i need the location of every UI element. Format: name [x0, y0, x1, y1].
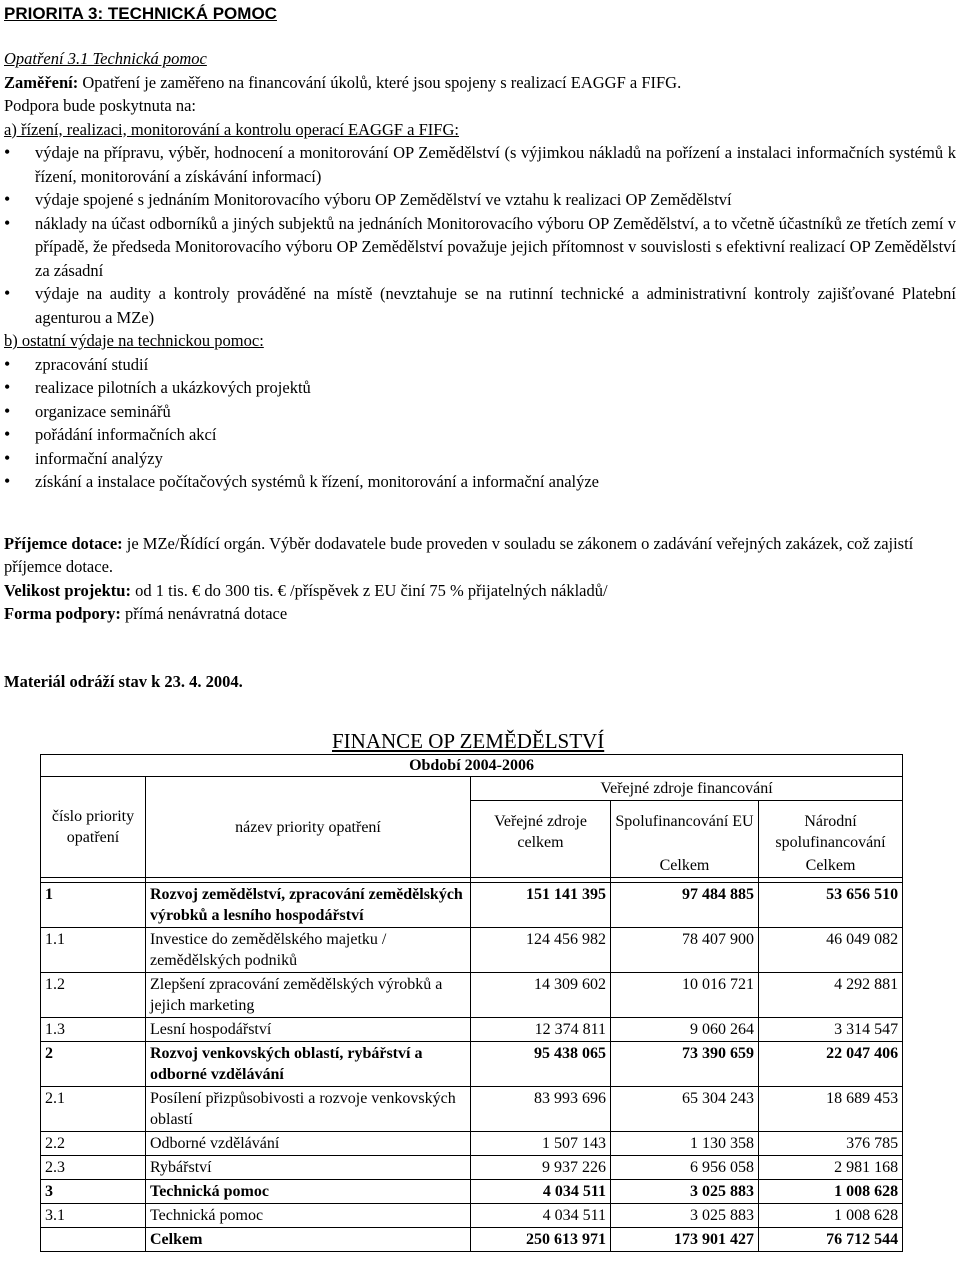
table-row — [41, 1018, 903, 1042]
priority-number-cell: 1 — [41, 883, 146, 928]
col-name-label: název priority opatření — [235, 818, 381, 836]
recipient-text: je MZe/Řídící orgán. Výběr dodavatele bude proveden v souladu se zákonem o zadávání veřejných zakázek, což zajistí příjemce dotace. — [4, 533, 914, 576]
list-item: • výdaje na audity a kontroly prováděné na místě (nevztahuje se na rutinní technické a administrativní kontroly zajišťované Platební agenturou a MZe) — [4, 282, 956, 329]
size-paragraph — [4, 579, 956, 603]
form-label: Forma podpory: — [4, 604, 121, 623]
list-item: • organizace seminářů — [4, 400, 956, 424]
measure-title: Opatření 3.1 Technická pomoc — [4, 49, 207, 68]
public-total-cell: 151 141 395 — [471, 883, 611, 928]
public-total-cell: 1 507 143 — [471, 1132, 611, 1156]
priority-number-cell: 3 — [41, 1180, 146, 1204]
document-page — [4, 2, 956, 693]
priority-number-cell: 1.2 — [41, 973, 146, 1018]
list-item: • zpracování studií — [4, 353, 956, 377]
public-total-cell: 83 993 696 — [471, 1087, 611, 1132]
table-row — [41, 973, 903, 1018]
public-total-cell: 124 456 982 — [471, 928, 611, 973]
list-item: • informační analýzy — [4, 447, 956, 471]
size-text: od 1 tis. € do 300 tis. € /příspěvek z EU činí 75 % přijatelných nákladů/ — [130, 580, 608, 600]
priority-name-cell: Celkem — [146, 1228, 471, 1252]
list-item: • realizace pilotních a ukázkových projektů — [4, 376, 956, 400]
col-eu-header: Spolufinancování EU — [611, 801, 759, 855]
eu-cofinancing-cell: 73 390 659 — [611, 1042, 759, 1087]
eu-cofinancing-cell: 3 025 883 — [611, 1180, 759, 1204]
table-row — [41, 1087, 903, 1132]
public-total-cell: 4 034 511 — [471, 1204, 611, 1228]
public-total-cell: 95 438 065 — [471, 1042, 611, 1087]
priority-name-cell: Zlepšení zpracování zemědělských výrobků a jejich marketing — [146, 973, 471, 1018]
national-cofinancing-cell: 376 785 — [759, 1132, 903, 1156]
eu-cofinancing-cell: 6 956 058 — [611, 1156, 759, 1180]
national-cofinancing-cell: 1 008 628 — [759, 1204, 903, 1228]
col-name-header — [146, 777, 471, 878]
public-total-cell: 14 309 602 — [471, 973, 611, 1018]
eu-cofinancing-cell: 65 304 243 — [611, 1087, 759, 1132]
section-a-list — [4, 141, 956, 329]
recipient-paragraph — [4, 532, 956, 579]
national-cofinancing-cell: 3 314 547 — [759, 1018, 903, 1042]
focus-label: Zaměření: — [4, 72, 79, 92]
table-row — [41, 1042, 903, 1087]
priority-heading: PRIORITA 3: TECHNICKÁ POMOC — [4, 4, 277, 23]
national-cofinancing-cell: 1 008 628 — [759, 1180, 903, 1204]
table-row — [41, 883, 903, 928]
eu-cofinancing-cell: 1 130 358 — [611, 1132, 759, 1156]
priority-name-cell: Investice do zemědělského majetku / zemědělských podniků — [146, 928, 471, 973]
focus-paragraph — [4, 71, 956, 95]
col-priority-label: číslo priority opatření — [51, 808, 135, 846]
list-item: • výdaje na přípravu, výběr, hodnocení a monitorování OP Zemědělství (s výjimkou nákladů na pořízení a instalaci informačních systémů k řízení, monitorování a získávání informací) — [4, 141, 956, 188]
col-public-total-header: Veřejné zdroje celkem — [471, 801, 611, 855]
col-public-total-blank — [471, 854, 611, 878]
size-label: Velikost projektu: — [4, 580, 131, 600]
priority-number-cell: 1.3 — [41, 1018, 146, 1042]
list-item: • výdaje spojené s jednáním Monitorovacího výboru OP Zemědělství ve vztahu k realizaci OP Zemědělství — [4, 188, 956, 212]
priority-name-cell: Rozvoj venkovských oblastí, rybářství a odborné vzdělávání — [146, 1042, 471, 1087]
eu-cofinancing-cell: 173 901 427 — [611, 1228, 759, 1252]
eu-cofinancing-cell: 97 484 885 — [611, 883, 759, 928]
priority-name-cell: Technická pomoc — [146, 1180, 471, 1204]
public-total-cell: 4 034 511 — [471, 1180, 611, 1204]
national-cofinancing-cell: 4 292 881 — [759, 973, 903, 1018]
table-row — [41, 1204, 903, 1228]
priority-number-cell: 2.2 — [41, 1132, 146, 1156]
recipient-label: Příjemce dotace: — [4, 533, 123, 553]
eu-cofinancing-cell: 9 060 264 — [611, 1018, 759, 1042]
national-cofinancing-cell: 76 712 544 — [759, 1228, 903, 1252]
priority-name-cell: Lesní hospodářství — [146, 1018, 471, 1042]
focus-text: Opatření je zaměřeno na financování úkolů, které jsou spojeny s realizací EAGGF a FIFG. — [78, 72, 682, 92]
priority-name-cell: Rybářství — [146, 1156, 471, 1180]
public-total-cell: 250 613 971 — [471, 1228, 611, 1252]
section-a-heading: a) řízení, realizaci, monitorování a kontrolu operací EAGGF a FIFG: — [4, 119, 459, 139]
form-text: přímá nenávratná dotace — [120, 604, 288, 623]
eu-cofinancing-cell: 10 016 721 — [611, 973, 759, 1018]
priority-number-cell — [41, 1228, 146, 1252]
priority-number-cell: 3.1 — [41, 1204, 146, 1228]
eu-cofinancing-cell: 3 025 883 — [611, 1204, 759, 1228]
priority-name-cell: Rozvoj zemědělství, zpracování zemědělských výrobků a lesního hospodářství — [146, 883, 471, 928]
priority-name-cell: Posílení přizpůsobivosti a rozvoje venkovských oblastí — [146, 1087, 471, 1132]
national-cofinancing-cell: 2 981 168 — [759, 1156, 903, 1180]
col-national-header: Národní spolufinancování — [759, 801, 903, 855]
priority-number-cell: 2 — [41, 1042, 146, 1087]
national-cofinancing-cell: 46 049 082 — [759, 928, 903, 973]
priority-number-cell: 1.1 — [41, 928, 146, 973]
finance-table — [40, 754, 903, 1252]
col-national-celkem: Celkem — [759, 854, 903, 878]
priority-number-cell: 2.3 — [41, 1156, 146, 1180]
list-item: • získání a instalace počítačových systémů k řízení, monitorování a informační analýze — [4, 470, 956, 494]
eu-cofinancing-cell: 78 407 900 — [611, 928, 759, 973]
support-intro: Podpora bude poskytnuta na: — [4, 96, 197, 115]
priority-name-cell: Technická pomoc — [146, 1204, 471, 1228]
national-cofinancing-cell: 53 656 510 — [759, 883, 903, 928]
form-paragraph — [4, 602, 956, 626]
finance-title: FINANCE OP ZEMĚDĚLSTVÍ — [332, 729, 605, 753]
public-total-cell: 9 937 226 — [471, 1156, 611, 1180]
section-b-list — [4, 353, 956, 494]
col-priority-header — [41, 777, 146, 878]
national-cofinancing-cell: 22 047 406 — [759, 1042, 903, 1087]
table-row — [41, 1228, 903, 1252]
list-item: • náklady na účast odborníků a jiných subjektů na jednáních Monitorovacího výboru OP Zemědělství, a to včetně účastníků ze třetích zemí v případě, že předseda Monitorovacího výboru OP Zemědělství považuje jejich přítomnost v souvislosti s efektivní realizací OP Zemědělství za zásadní — [4, 212, 956, 283]
section-b-heading: b) ostatní výdaje na technickou pomoc: — [4, 331, 264, 350]
material-note: Materiál odráží stav k 23. 4. 2004. — [4, 671, 243, 691]
priority-name-cell: Odborné vzdělávání — [146, 1132, 471, 1156]
list-item: • pořádání informačních akcí — [4, 423, 956, 447]
table-row — [41, 928, 903, 973]
table-row — [41, 1180, 903, 1204]
priority-number-cell: 2.1 — [41, 1087, 146, 1132]
period-header: Období 2004-2006 — [41, 755, 903, 777]
public-sources-header: Veřejné zdroje financování — [471, 777, 903, 801]
national-cofinancing-cell: 18 689 453 — [759, 1087, 903, 1132]
col-eu-celkem: Celkem — [611, 854, 759, 878]
public-total-cell: 12 374 811 — [471, 1018, 611, 1042]
table-row — [41, 1156, 903, 1180]
table-row — [41, 1132, 903, 1156]
